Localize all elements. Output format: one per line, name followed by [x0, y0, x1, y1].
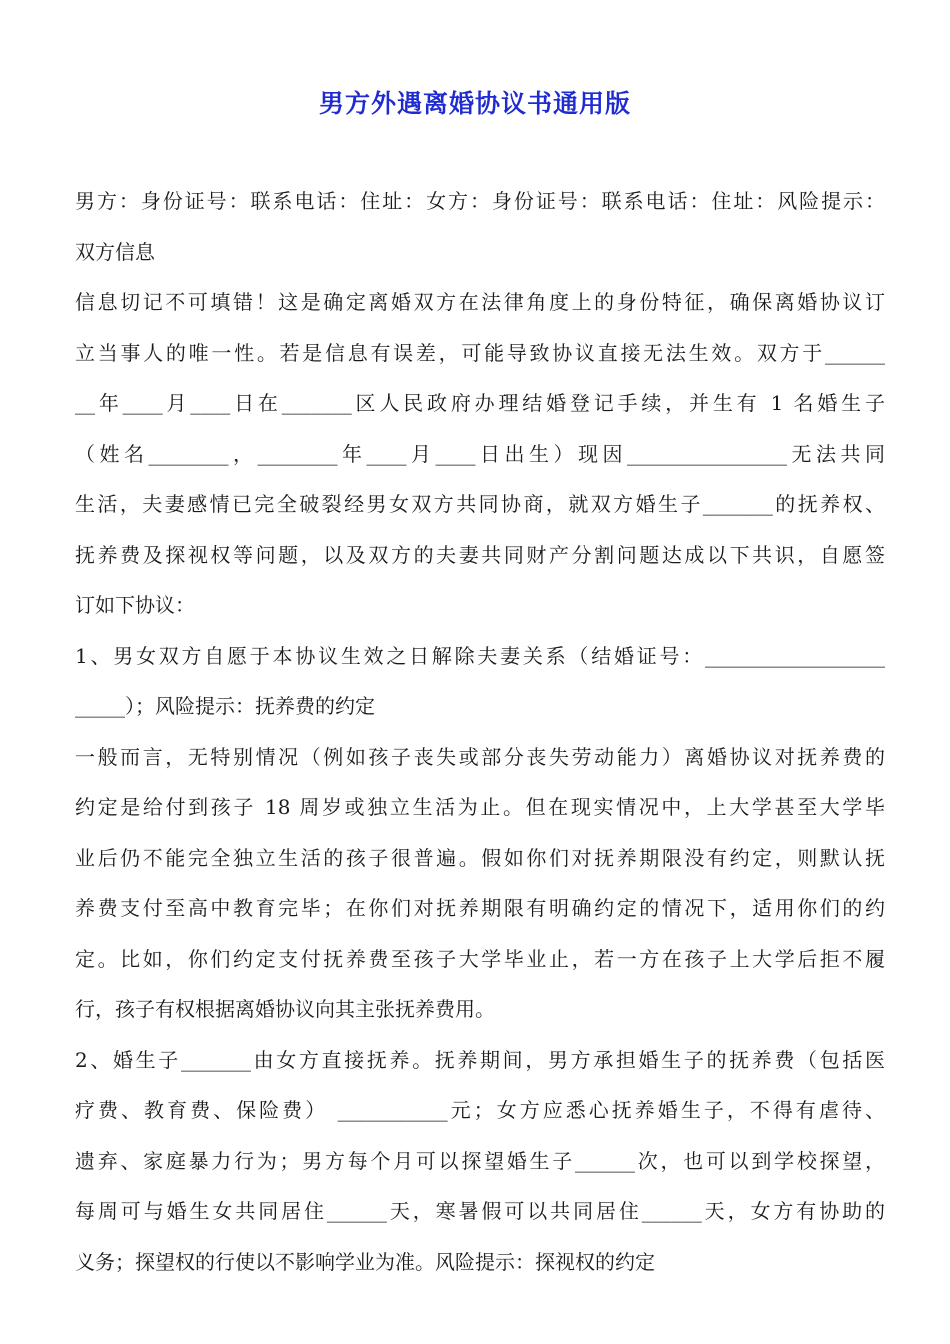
text-line: 抚养费及探视权等问题，以及双方的夫妻共同财产分割问题达成以下共识，自愿签	[75, 542, 885, 567]
text-line: （姓名________，________年____月____日出生）现因________________无法共同	[75, 441, 885, 466]
text-line: 1、男女双方自愿于本协议生效之日解除夫妻关系（结婚证号：__________________	[75, 643, 885, 668]
text-line: 立当事人的唯一性。若是信息有误差，可能导致协议直接无法生效。双方于______	[75, 340, 885, 365]
text-line: 每周可与婚生女共同居住______天，寒暑假可以共同居住______天，女方有协助的	[75, 1199, 885, 1223]
text-line: 约定是给付到孩子 18 周岁或独立生活为止。但在现实情况中，上大学甚至大学毕	[75, 795, 885, 819]
document-title: 男方外遇离婚协议书通用版	[318, 89, 631, 118]
text-line: 疗费、教育费、保险费） ___________元；女方应悉心抚养婚生子，不得有虐待、	[75, 1098, 885, 1122]
text-line: _____）；风险提示：抚养费的约定	[75, 694, 375, 718]
text-line: 行，孩子有权根据离婚协议向其主张抚养费用。	[75, 997, 495, 1021]
text-line: 生活，夫妻感情已完全破裂经男女双方共同协商，就双方婚生子_______的抚养权、	[75, 492, 885, 516]
text-line: __年____月____日在_______区人民政府办理结婚登记手续，并生有 1 名婚生子	[75, 391, 885, 415]
text-line: 定。比如，你们约定支付抚养费至孩子大学毕业止，若一方在孩子上大学后拒不履	[75, 946, 885, 971]
text-line: 2、婚生子_______由女方直接抚养。抚养期间，男方承担婚生子的抚养费（包括医	[75, 1047, 885, 1072]
text-line: 信息切记不可填错！这是确定离婚双方在法律角度上的身份特征，确保离婚协议订	[75, 290, 885, 314]
text-line: 业后仍不能完全独立生活的孩子很普遍。假如你们对抚养期限没有约定，则默认抚	[75, 845, 885, 870]
text-line: 养费支付至高中教育完毕；在你们对抚养期限有明确约定的情况下，适用你们的约	[75, 896, 885, 920]
text-line: 双方信息	[75, 239, 155, 264]
text-line: 义务；探望权的行使以不影响学业为准。风险提示：探视权的约定	[75, 1249, 655, 1274]
text-line: 男方：身份证号：联系电话：住址：女方：身份证号：联系电话：住址：风险提示：	[75, 189, 885, 213]
document-body	[75, 176, 885, 1287]
text-line: 订如下协议：	[75, 593, 195, 617]
text-line: 一般而言，无特别情况（例如孩子丧失或部分丧失劳动能力）离婚协议对抚养费的	[75, 744, 885, 769]
text-line: 遗弃、家庭暴力行为；男方每个月可以探望婚生子______次，也可以到学校探望，	[75, 1148, 885, 1173]
